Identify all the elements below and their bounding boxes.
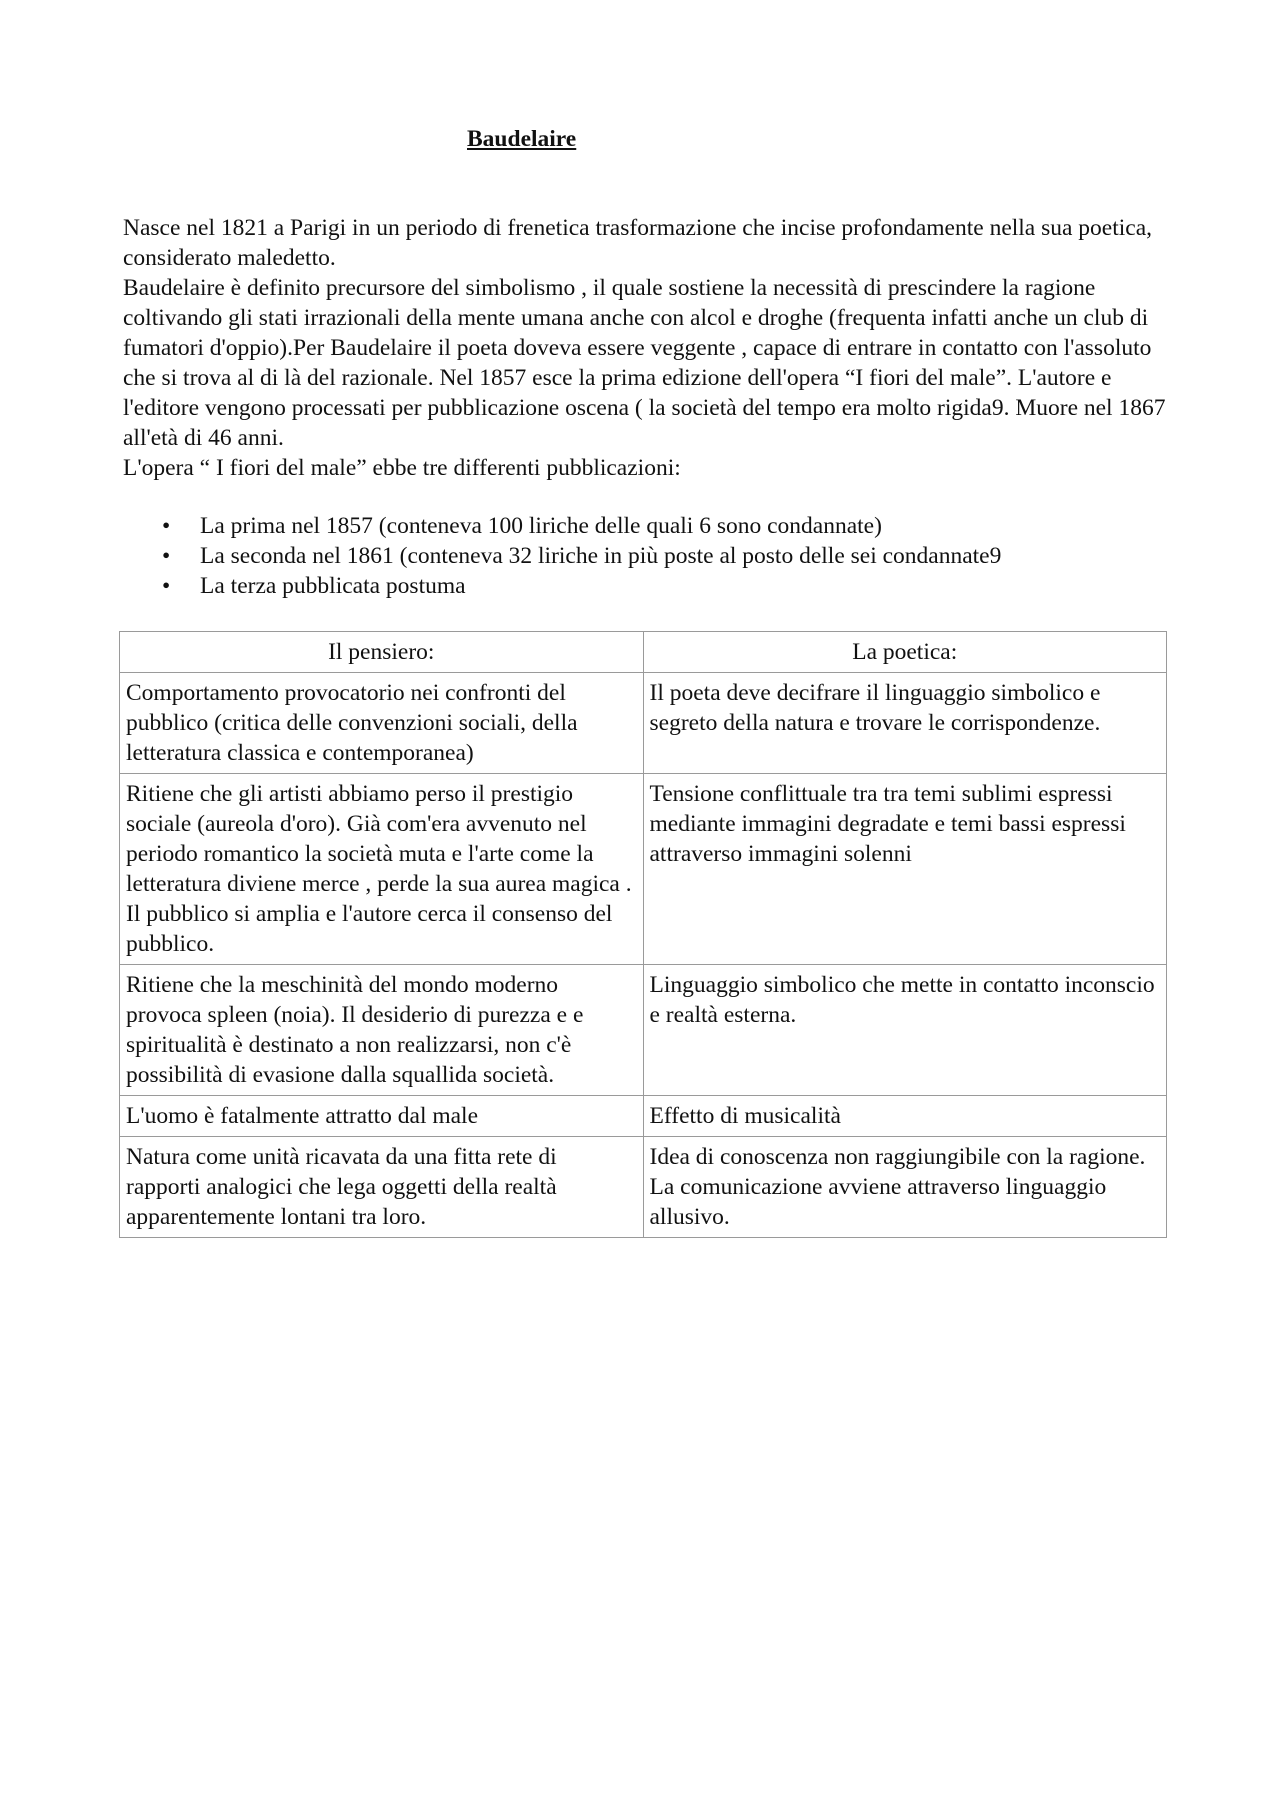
table-cell: Il poeta deve decifrare il linguaggio simbolico e segreto della natura e trovare le corrispondenze. [643,673,1167,774]
list-item-text: La seconda nel 1861 (conteneva 32 liriche in più poste al posto delle sei condannate9 [200,543,1002,569]
list-item-text: La prima nel 1857 (conteneva 100 liriche delle quali 6 sono condannate) [200,513,882,539]
paragraph: Nasce nel 1821 a Parigi in un periodo di frenetica trasformazione che incise profondamente nella sua poetica, considerato maledetto. [123,215,1153,271]
paragraph: Baudelaire è definito precursore del simbolismo , il quale sostiene la necessità di prescindere la ragione coltivando gli stati irrazionali della mente umana anche con alcol e droghe (frequenta infatti anche un club di fumatori d'oppio).Per Baudelaire il poeta doveva essere veggente , capace di entrare in contatto con l'assoluto che si trova al di là del razionale. Nel 1857 esce la prima edizione dell'opera “I fiori del male”. L'autore e l'editore vengono processati per pubblicazione oscena ( la società del tempo era molto rigida9. Muore nel 1867 all'età di 46 anni. [123,275,1166,451]
bullet-icon: • [162,573,171,599]
table-cell: Comportamento provocatorio nei confronti del pubblico (critica delle convenzioni sociali, della letteratura classica e contemporanea) [120,673,644,774]
table-cell: Idea di conoscenza non raggiungibile con la ragione. La comunicazione avviene attraverso linguaggio allusivo. [643,1137,1167,1238]
paragraph: L'opera “ I fiori del male” ebbe tre differenti pubblicazioni: [123,455,681,481]
comparison-table [119,631,1167,1238]
table-cell: Ritiene che la meschinità del mondo moderno provoca spleen (noia). Il desiderio di purezza e e spiritualità è destinato a non realizzarsi, non c'è possibilità di evasione dalla squallida società. [120,965,644,1096]
column-header-poetica: La poetica: [643,632,1167,673]
table-header-row [120,632,1167,673]
list-item [123,541,1183,571]
body-text [123,213,1183,483]
table-cell: L'uomo è fatalmente attratto dal male [120,1096,644,1137]
table-row [120,1096,1167,1137]
table-row [120,1137,1167,1238]
table-cell: Linguaggio simbolico che mette in contatto inconscio e realtà esterna. [643,965,1167,1096]
publications-list [123,511,1183,601]
list-item-text: La terza pubblicata postuma [200,573,466,599]
table-cell: Effetto di musicalità [643,1096,1167,1137]
bullet-icon: • [162,513,171,539]
table-cell: Ritiene che gli artisti abbiamo perso il prestigio sociale (aureola d'oro). Già com'era avvenuto nel periodo romantico la società muta e l'arte come la letteratura diviene merce , perde la sua aurea magica . Il pubblico si amplia e l'autore cerca il consenso del pubblico. [120,774,644,965]
table-row [120,965,1167,1096]
table-row [120,774,1167,965]
bullet-icon: • [162,543,171,569]
table-cell: Tensione conflittuale tra tra temi sublimi espressi mediante immagini degradate e temi bassi espressi attraverso immagini solenni [643,774,1167,965]
table-cell: Natura come unità ricavata da una fitta rete di rapporti analogici che lega oggetti della realtà apparentemente lontani tra loro. [120,1137,644,1238]
page-title: Baudelaire [467,126,577,152]
column-header-pensiero: Il pensiero: [120,632,644,673]
table-row [120,673,1167,774]
list-item [123,511,1183,541]
list-item [123,571,1183,601]
